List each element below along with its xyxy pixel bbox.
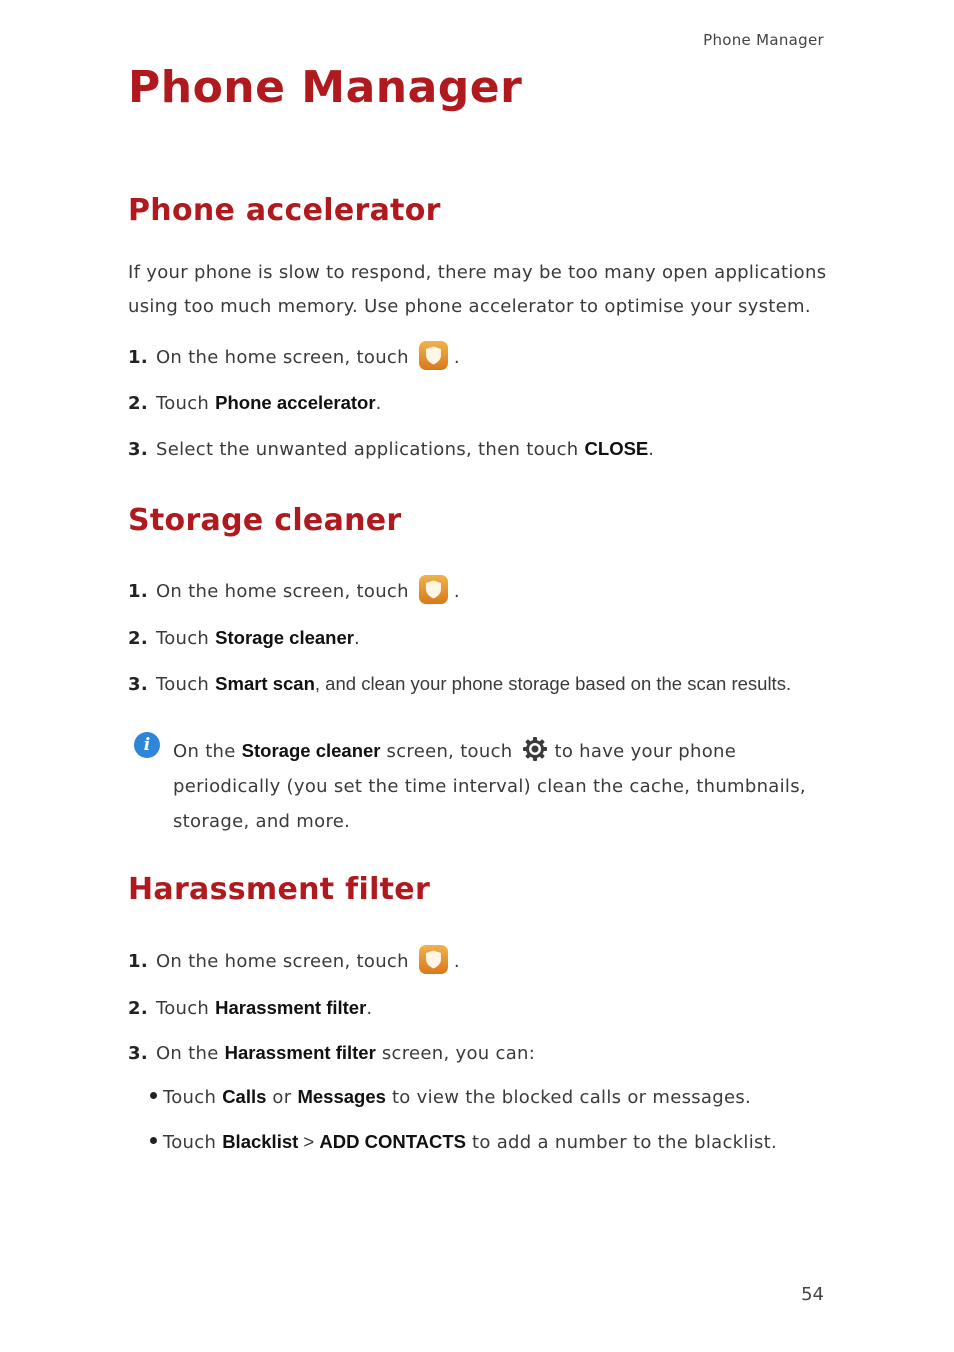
screen-label-storage-cleaner: Storage cleaner	[241, 740, 381, 761]
bullet-text: to view the blocked calls or messages.	[385, 1087, 752, 1108]
phone-manager-app-icon	[419, 945, 448, 974]
step-text-end: .	[375, 393, 382, 414]
button-label-close: CLOSE	[584, 438, 649, 459]
step-text: Touch	[155, 998, 216, 1019]
step-number: 3.	[128, 439, 148, 460]
tab-label-calls: Calls	[222, 1086, 267, 1107]
step-text: On the home screen, touch	[155, 581, 409, 602]
note-text: to have your phone periodically (you set the time interval) clean the cache, thumbnails, storage, and more.	[173, 741, 806, 832]
step-text-end: .	[453, 951, 460, 972]
step-text: On the home screen, touch	[155, 951, 409, 972]
step-number: 1.	[128, 951, 148, 972]
menu-label-storage-cleaner: Storage cleaner	[215, 627, 354, 648]
harassment-bullet-1	[150, 1082, 751, 1112]
tab-label-blacklist: Blacklist	[222, 1131, 299, 1152]
harassment-step-2	[128, 993, 372, 1023]
step-text-end: .	[453, 347, 460, 368]
bullet-text: to add a number to the blacklist.	[466, 1132, 778, 1153]
bullet-text: Touch	[163, 1087, 223, 1108]
button-label-add-contacts: ADD CONTACTS	[319, 1131, 467, 1152]
step-number: 3.	[128, 674, 148, 695]
step-number: 1.	[128, 347, 148, 368]
page-number: 54	[801, 1284, 824, 1305]
harassment-step-1	[128, 947, 460, 977]
menu-label-harassment-filter: Harassment filter	[215, 997, 367, 1018]
storage-step-2	[128, 623, 360, 653]
step-text: On the	[155, 1043, 225, 1064]
step-text: Touch	[155, 674, 216, 695]
note-text: screen, touch	[380, 741, 513, 762]
button-label-smart-scan: Smart scan	[215, 673, 315, 694]
bullet-dot	[150, 1092, 157, 1099]
step-text-end: .	[366, 998, 373, 1019]
bullet-text: >	[298, 1131, 320, 1152]
note-text: On the	[173, 741, 242, 762]
info-icon: i	[134, 732, 160, 758]
step-text-end: .	[453, 581, 460, 602]
accelerator-intro: If your phone is slow to respond, there may be too many open applications using too much memory. Use phone accelerator to optimise your system.	[128, 262, 827, 317]
step-text-end: .	[353, 628, 361, 649]
menu-label-phone-accelerator: Phone accelerator	[215, 392, 376, 413]
section-heading-storage-cleaner: Storage cleaner	[128, 503, 402, 538]
step-number: 3.	[128, 1043, 148, 1064]
step-number: 2.	[128, 628, 148, 649]
storage-note	[173, 733, 813, 839]
step-text: Touch	[155, 628, 216, 649]
harassment-step-3	[128, 1038, 535, 1068]
harassment-bullet-2	[150, 1127, 777, 1157]
section-heading-phone-accelerator: Phone accelerator	[128, 193, 441, 228]
screen-label-harassment-filter: Harassment filter	[224, 1042, 376, 1063]
running-head: Phone Manager	[703, 31, 824, 49]
step-text-end: screen, you can:	[375, 1043, 536, 1064]
bullet-text: Touch	[163, 1132, 223, 1153]
step-number: 2.	[128, 393, 148, 414]
tab-label-messages: Messages	[297, 1086, 386, 1107]
phone-manager-app-icon	[419, 341, 448, 370]
settings-gear-icon	[522, 736, 548, 762]
step-number: 2.	[128, 998, 148, 1019]
bullet-text: or	[266, 1087, 298, 1108]
step-text: On the home screen, touch	[155, 347, 409, 368]
storage-step-3	[128, 669, 791, 699]
step-text-end: , and clean your phone storage based on the scan results.	[314, 673, 792, 694]
step-text: Touch	[155, 393, 216, 414]
storage-step-1	[128, 577, 460, 607]
bullet-dot	[150, 1137, 157, 1144]
step-text-end: .	[648, 439, 655, 460]
step-number: 1.	[128, 581, 148, 602]
page-title: Phone Manager	[128, 62, 523, 113]
accelerator-step-2	[128, 388, 382, 418]
step-text: Select the unwanted applications, then touch	[155, 439, 585, 460]
section-heading-harassment-filter: Harassment filter	[128, 872, 431, 907]
accelerator-step-1	[128, 343, 460, 373]
accelerator-step-3	[128, 434, 654, 464]
phone-manager-app-icon	[419, 575, 448, 604]
